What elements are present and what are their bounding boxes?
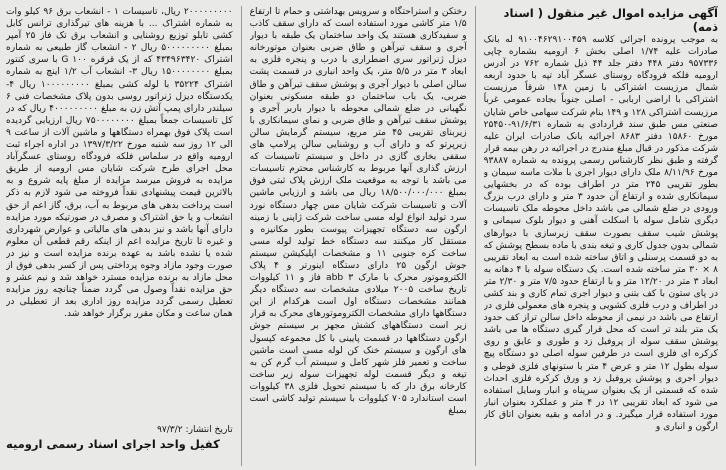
column-divider (475, 6, 476, 466)
notice-text-part-3: ۲۰۰۰۰۰۰۰۰۰ ریال، تاسیسات ۱ - انشعاب برق ۹۶ کیلو وات به شماره اشتراک ... با هزینه های تیرگذاری ترانس کابل کشی تابلو توزیع روشنایی و انشعاب برق تک فاز ۲۵ آمپر بمبلغ ۵۰۰۰۰۰۰۰۰۰ ریال ۲ - انشعاب گاز طبیعی به شماره اشتراک ۴۳۴۹۶۳۴۲۰ که از یک قرقره ۱۰۰ G با سری کنتور بمبلغ ۱۵۰۰۰۰۰۰۰۰ ریال ۳- انشعاب آب ۱/۲ اینچ به شماره اشتراک ۳۵۲۲۴ با لوله کشی بمبلغ ۱۰۰۰۰۰۰۰۰۰ ریال ۴- یکدستگاه دیزل ژنراتور روسی بدون پلاک مشخصات فنی ۶ سیلندر دارای پمپ آتش زن به مبلغ ۴۰۰۰۰۰۰۰۰۰ ریال که در کل تاسیسات جمعاً بمبلغ ۷۵۰۰۰۰۰۰۰۰ ریال ارزیابی گردیده است پلاک فوق بهمراه دستگاهها و ماشین آلات از ساعت ۹ الی ۱۲ روز سه شنبه مورخ ۱۳۹۷/۳/۲۲ در اداره اجراء ثبت ارومیه واقع در سلماس فلکه فرودگاه روستای عسگرآباد محل اجرای طرح شرکت شایان مس ارومیه از طریق مزایده به فروش میرسد مزایده از مبلغ پایه شروع و به بالاترین قیمت پیشنهادی نقداً فروخته می شود لازم به ذکر است پرداخت بدهی های مربوط به آب، برق، گاز اعم از حق انشعاب و یا حق اشتراک و مصرف در صورتیکه مورد مزایده دارای آنها باشد و نیز بدهی های مالیاتی و عوارض شهرداری و غیره تا تاریخ مزایده اعم از اینکه رقم قطعی آن معلوم شده یا نشده باشد به عهده برنده مزایده است و نیز در صورت وجود مازاد وجوه پرداختی پس از کسر بدهی فوق از محل مازاد به برنده مزایده مسترد خواهد شد و نیم عشر و حق مزایده نقداً وصول می گردد ضمناً چنانچه روز مزایده تعطیل رسمی گردد مزایده روز اداری بعد از تعطیلی در همان ساعت و مکان مقرر برگزار خواهد شد. (5, 7, 233, 320)
notice-signature: کفیل واحد اجرای اسناد رسمی ارومیه (5, 437, 220, 452)
notice-column-left (6, 6, 233, 464)
publication-date: تاریخ انتشار: ۹۷/۳/۲ (156, 425, 233, 435)
notice-text-part-1: به موجب پرونده اجرائی کلاسه ۹۱۰۰۴۶۲۹۱۰۰۴۵۹ له بانک صادرات علیه ۱/۷۴ اصلی بخش ۶ ارومیه بشماره چاپی ۹۵۷۳۳۶ دفتر ۴۴۸ دفتر جلد ۴۴ ذیل شماره ۷۶۲ در آدرس ارومیه فلکه فرودگاه روستای عسگر آباد تپه با حدود اربعه شمال مرزیست اشتراکی با زمین ۱۴۸ شرقاً مرزیست اشتراکی با اراضی اربابی - اصلی جنوباً بجاده عمومی غرباً مرزیست اشتراکی ۱۲۸ و ۱۴۹ بنام شرکت سهامی خاص شایان صنعتی مس طبق سند قراردادی به شماره ۹۱/۶/۳۱-۲۵۴۵۰ مورخ ۱۵۸۶۰ دفتر ۸۶۸۳ اجرائیه بانک صادرات ایران علیه شرکت مذکور در قبال مبلغ مندرج در اجرائیه در رهن بیمه قرار گرفته و طبق نظر کارشناس رسمی پرونده به شماره ۹۳۸۸۷ مورخ ۸/۱۱/۹۶ ملک دارای دیوار اجری با ملات ماسه سیمان و بطور تقریبی ۲۴۵ متر در اطراف بوده که در بخشهایی سیمانکاری شده و ارتفاع آن حدود ۳ متر و دارای درب بزرگ ورودی در ضلع شمالی می باشد داخل محوطه ملک تاسیسات دیگری شامل سوله با اسکلت آهنی و دیوار بلوک سیمانی و پوشش شیب سقف بصورت سقف زیرسازی با دیوارهای شمالی بدون جدول کاری و تیغه بندی با ماده بسطح پوشش که به دو قسمت پرسنلی و اتاق ساخته شده است به ابعاد تقریبی ۸ × ۳۰ متر ساخته شده است. یک دستگاه سوله با ۴ دهانه به ابعاد ۳ متر در ۱۲/۲۰ متر و با ارتفاع حدود ۷/۵ متر و ۲/۳۰ متر در پای ستون با کف بتنی و دیوار اجری تمام کاری و بند کشی در اطراف و درب فلزی کشویی و پنجره های معمولی فلزی در ارتفاع می باشد در نیمی از محوطه داخل سالن تراز کف حدود یک متر بلند تر است که محل قرار گیری دستگاه ها می باشد پوشش سقف سوله از پروفیل زد و طوری و عایق و روی کرکره ای فلزی است در طرفین سوله اصلی دو دستگاه پیچ سوله بطول ۱۲ متر و عرض ۴ متر با ستونهای فلزی قوطی و دیوار اجری و پوشش پروفیل زد و ورق کرکره فلزی احداث شده که قسمتی از یک بعنوان سرپناه و انبار وسایل استفاده می شود که ابعاد تقریبی ۱۲ در ۴ متر و عملکرد بعنوان انبار مورد استفاده قرار میگیرد. و در ادامه و بقیه بعنوان اتاق کار ارگون و انباری و (483, 35, 718, 432)
notice-column-middle (250, 6, 467, 464)
notice-column-right (484, 6, 718, 464)
column-divider (241, 6, 242, 466)
notice-text-part-2: رختکن و استراحتگاه و سرویس بهداشتی و حمام تا ارتفاع ۱/۵ متر کاشی مورد استفاده است که دارای سقف کاذب و سفیدکاری هستند یک واحد ساختمان یک طبقه با دیوار آجری و سقف تیرآهن و طاق ضربی بعنوان موتورخانه دیزل ژنراتور سری اضطراری با درب و پنجره فلزی به ابعاد ۳ متر در ۵/۵ متر، یک واحد انباری در قسمت پشت سالن اصلی با دیوار آجری و پوشش سقف تیرآهن و طاق ضربی، یک باب ساختمان دو طبقه مسکونی بعنوان نگهبانی در ضلع شمالی محوطه با دیوار باربر آجری و پوشش سقف تیرآهن و طاق ضربی و نمای سیمانکاری با زیربنای تقریبی ۴۵ متر مربع، سیستم گرمایش سالن زیرپرتو که و دارای آب و روشنایی سالن پرلامپ های سقفی بخاری گازی در داخل و سیستم تاسیسات که ارزش گذاری آنها مربوط به کارشناس محترم تاسیسات می باشد با توجه به موقعیت ملک ارزش پلاک ثبتی فوق بمبلغ ۱۸/۵۰۰/۰۰۰/۰۰۰ ریال می باشد و ارزیابی ماشین آلات و تاسیسات شرکت شایان مس چهار دستگاه نورد سرد تولید انواع لوله مسی ساخت شرکت ژاپنی با زمینه ارگون سه دستگاه تجهیزات پیوست بطور مکانیزه و مستقل کار میکنند سه دستگاه خط تولید لوله مسی ساخت کره جنوبی ۱۱ و مشخصات اپلیکیشن سیستم جوش ارگون ۲۵ دارای دستگاه اینورتر و ۴ پلاک الکتروموتور محرک با مارک abb ۳ فاز و ۱۱ کیلووات تاریخ ساخت ۲۰۰۵ میلادی مشخصات سه دستگاه دیگر همانند مشخصات دستگاه اول است هرکدام از این دستگاهها دارای مشخصات الکتروموتورهای محرک به قرار زیر است دستگاههای کشش مجهز بر سیستم جوش ارگون دستگاهها در قسمت پایینی با کل مجموعه کپسول های ارگون و سیستم خنک کن لوله مسی است ماشین ساخت و تعمیر فلز شهر کامل و سیستم آب گرم کن به تیغه و دیگر قسمت لوله تجهیزات سوله زیر ساخت کارخانه برق دار که با سیستم تحویل فلزی ۳۸ کیلووات است استاندارد ۷۰۵ کیلووات با سیستم تولید کاشی است بمبلغ (249, 7, 467, 417)
notice-title: آگهی مزایده اموال غیر منقول ( اسناد ذمه) (503, 6, 718, 34)
